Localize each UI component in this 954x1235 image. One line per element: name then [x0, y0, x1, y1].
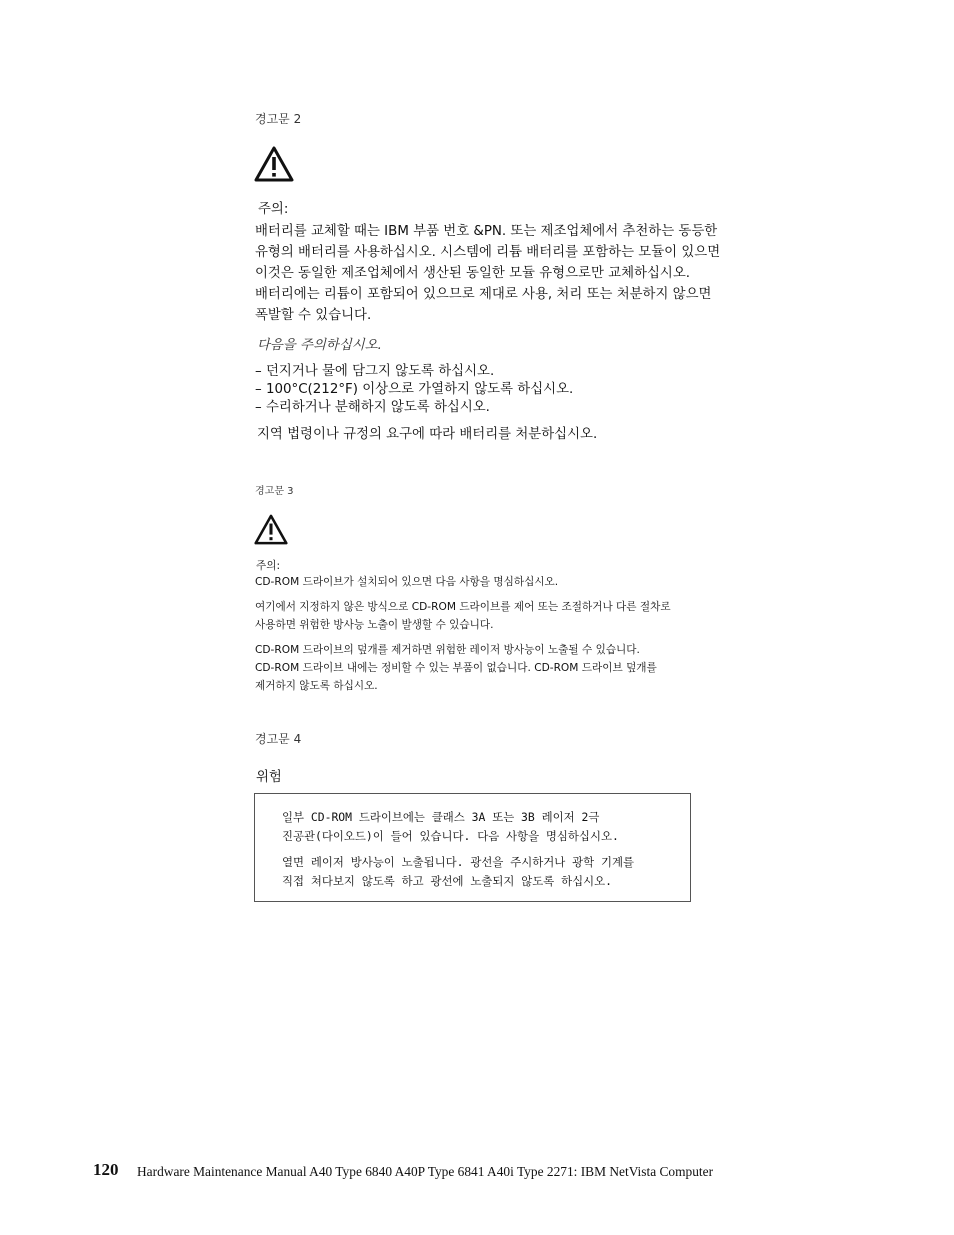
paragraph-line: 폭발할 수 있습니다. — [255, 308, 372, 323]
danger-line: 직접 쳐다보지 않도록 하고 광선에 노출되지 않도록 하십시오. — [282, 874, 612, 888]
manual-title: Hardware Maintenance Manual A40 Type 6840 A40P Type 6841 A40i Type 2271: IBM NetVista Computer — [137, 1164, 714, 1179]
danger-line: 열면 레이저 방사능이 노출됩니다. 광선을 주시하거나 광학 기계를 — [282, 855, 634, 869]
paragraph-line: 배터리를 교체할 때는 IBM 부품 번호 &PN. 또는 제조업체에서 추천하는 동등한 — [255, 224, 718, 239]
disposal-text: 지역 법령이나 규정의 요구에 따라 배터리를 처분하십시오. — [257, 427, 598, 442]
cdrom-line: CD-ROM 드라이브의 덮개를 제거하면 위험한 레이저 방사능이 노출될 수 있습니다. — [255, 644, 640, 656]
statement-2-label: 경고문 2 — [255, 112, 302, 126]
paragraph-line: 이것은 동일한 제조업체에서 생산된 동일한 모듈 유형으로만 교체하십시오. — [255, 266, 691, 281]
cdrom-line: CD-ROM 드라이브가 설치되어 있으면 다음 사항을 명심하십시오. — [255, 576, 559, 588]
statement-3-label: 경고문 3 — [255, 486, 294, 497]
note-text: 다음을 주의하십시오. — [257, 338, 382, 353]
list-item: – 수리하거나 분해하지 않도록 하십시오. — [255, 400, 490, 415]
danger-box — [254, 793, 691, 902]
list-item: – 던지거나 물에 담그지 않도록 하십시오. — [255, 364, 495, 379]
caution-heading: 주의: — [258, 202, 289, 217]
warning-triangle-icon — [254, 514, 288, 545]
danger-heading: 위험 — [256, 770, 282, 785]
cdrom-line: 제거하지 않도록 하십시오. — [255, 680, 378, 692]
list-item: – 100°C(212°F) 이상으로 가열하지 않도록 하십시오. — [255, 382, 574, 397]
danger-line: 진공관(다이오드)이 들어 있습니다. 다음 사항을 명심하십시오. — [282, 829, 619, 843]
battery-warning-paragraph — [255, 221, 720, 326]
danger-line: 일부 CD-ROM 드라이브에는 클래스 3A 또는 3B 레이저 2극 — [282, 810, 600, 824]
cdrom-line: 사용하면 위험한 방사능 노출이 발생할 수 있습니다. — [255, 619, 494, 631]
page-number: 120 — [93, 1160, 119, 1179]
statement-4-label: 경고문 4 — [255, 732, 302, 746]
paragraph-line: 배터리에는 리튬이 포함되어 있으므로 제대로 사용, 처리 또는 처분하지 않으면 — [255, 287, 712, 302]
warning-triangle-icon — [254, 146, 294, 182]
cdrom-line: CD-ROM 드라이브 내에는 정비할 수 있는 부품이 없습니다. CD-ROM 드라이브 덮개를 — [255, 662, 657, 674]
cdrom-line: 여기에서 지정하지 않은 방식으로 CD-ROM 드라이브를 제어 또는 조절하거나 다른 절차로 — [255, 601, 671, 613]
battery-bullet-list — [255, 363, 573, 417]
paragraph-line: 유형의 배터리를 사용하십시오. 시스템에 리튬 배터리를 포함하는 모듈이 있으면 — [255, 245, 721, 260]
caution-heading: 주의: — [256, 560, 281, 572]
